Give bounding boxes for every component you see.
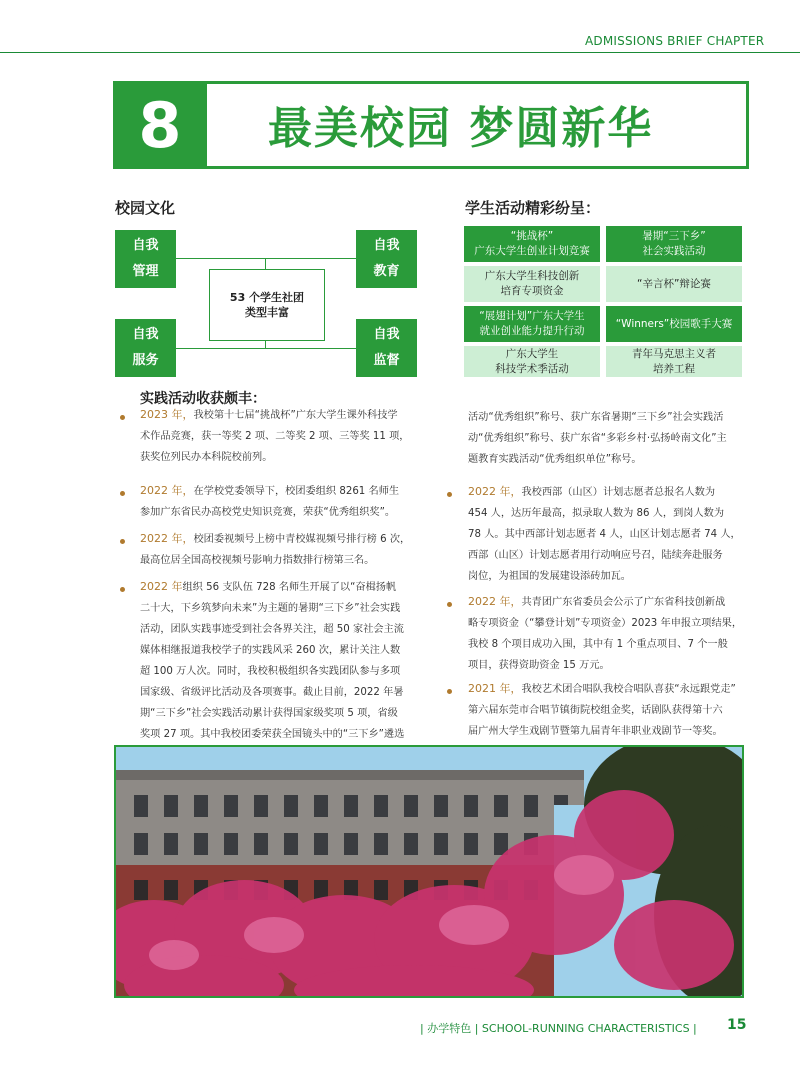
page-number: 15 <box>727 1017 747 1033</box>
item-text: 我校艺术团合唱队我校合唱队喜获“永远跟党走” <box>521 684 736 695</box>
activity-line: 就业创业能力提升行动 <box>479 325 585 337</box>
practice-item <box>140 576 422 745</box>
culture-box-line: 管理 <box>132 264 159 279</box>
connector-line <box>176 258 356 259</box>
item-text: 78 人。其中西部计划志愿者 4 人，山区计划志愿者 74 人， <box>468 529 741 540</box>
activity-line: “辛言杯”辩论赛 <box>637 277 711 290</box>
bullet-dot <box>120 491 125 496</box>
practice-heading: 实践活动收获颇丰： <box>140 391 266 407</box>
practice-continuation <box>468 407 746 470</box>
item-text: 我校第十七届“挑战杯”广东大学生课外科技学 <box>193 410 398 421</box>
activity-line: 培育专项资金 <box>500 285 564 297</box>
campus-photo-illustration <box>114 745 744 998</box>
item-text: 期“三下乡”社会实践活动累计获得国家级奖项 5 项，省级 <box>140 708 398 719</box>
activity-line: “Winners”校园歌手大赛 <box>615 317 733 330</box>
item-text: 活动“优秀组织”称号、获广东省暑期“三下乡”社会实践活 <box>468 412 724 423</box>
item-text: 国家级、省级评比活动及各项赛事。截止目前，2022 年暑 <box>140 687 404 698</box>
campus-photo <box>114 745 744 998</box>
activity-line: 广东大学生科技创新 <box>484 270 580 282</box>
item-text: 活动，团队实践事迹受到社会各界关注，超 50 家社会主流 <box>140 624 404 635</box>
culture-box-line: 监督 <box>373 353 400 368</box>
item-text: 岗位，为祖国的发展建设添砖加瓦。 <box>468 571 631 582</box>
practice-item <box>140 404 422 468</box>
activity-line: “挑战杯” <box>510 230 554 242</box>
activity-tile <box>606 306 742 342</box>
activity-tile <box>606 266 742 302</box>
item-text: 第六届东莞市合唱节镇街院校组金奖，话剧队获得第十六 <box>468 705 723 716</box>
item-text: 届广州大学生戏剧节暨第九届青年非职业戏剧节一等奖。 <box>468 726 723 737</box>
activity-line: 暑期“三下乡” <box>642 230 706 242</box>
bullet-dot <box>447 492 452 497</box>
culture-box-line: 教育 <box>373 264 400 279</box>
bullet-dot <box>447 689 452 694</box>
activity-tile <box>464 226 600 262</box>
item-year: 2021 年， <box>468 682 522 695</box>
item-year: 2022 年， <box>140 532 194 545</box>
item-text: 最高位居全国高校视频号影响力指数排行榜第三名。 <box>140 555 375 566</box>
item-text: 我校西部（山区）计划志愿者总报名人数为 <box>521 487 716 498</box>
activity-line: 青年马克思主义者 <box>632 347 716 360</box>
practice-item <box>468 481 746 587</box>
culture-heading: 校园文化 <box>115 199 176 217</box>
activity-line: “展翅计划”广东大学生 <box>479 310 585 322</box>
item-text: 共青团广东省委员会公示了广东省科技创新战 <box>521 597 726 608</box>
culture-box-serve <box>115 319 176 377</box>
activity-tile <box>606 346 742 377</box>
activity-tile <box>464 306 600 342</box>
item-year: 2022 年， <box>140 484 194 497</box>
connector-line <box>265 258 266 269</box>
chapter-label: ADMISSIONS BRIEF CHAPTER <box>585 34 765 48</box>
item-text: 西部（山区）计划志愿者用行动响应号召，陆续奔赴服务 <box>468 550 723 561</box>
item-text: 在学校党委领导下，校团委组织 8261 名师生 <box>193 486 400 497</box>
clubs-count: 53 个学生社团 <box>229 291 305 304</box>
item-text: 参加广东省民办高校党史知识竞赛，荣获“优秀组织奖”。 <box>140 507 396 518</box>
clubs-center-box <box>209 269 325 341</box>
activity-tile <box>464 266 600 302</box>
item-text: 获奖位列民办本科院校前列。 <box>140 452 273 463</box>
culture-box-educate <box>356 230 417 288</box>
bullet-dot <box>120 587 125 592</box>
practice-item <box>140 528 422 571</box>
item-text: 组织 56 支队伍 728 名师生开展了以“奋楫扬帆 <box>182 582 397 593</box>
culture-box-line: 自我 <box>132 327 159 342</box>
activity-line: 培养工程 <box>653 362 695 375</box>
culture-box-manage <box>115 230 176 288</box>
item-year: 2022 年， <box>468 485 522 498</box>
activity-line: 广东大学生创业计划竞赛 <box>474 245 590 257</box>
activity-line: 广东大学生 <box>505 347 559 360</box>
item-text: 项目，获得资助资金 15 万元。 <box>468 660 610 671</box>
item-text: 校团委视频号上榜中青校媒视频号排行榜 6 次， <box>193 534 411 545</box>
item-year: 2023 年， <box>140 408 194 421</box>
connector-line <box>176 348 356 349</box>
item-text: 超 100 万人次。同时，我校积极组织各实践团队参与多项 <box>140 666 401 677</box>
footer-section-label: | 办学特色 | SCHOOL-RUNNING CHARACTERISTICS | <box>420 1022 697 1035</box>
item-text: 我校 8 个项目成功入围，其中有 1 个重点项目、7 个一般 <box>468 639 728 650</box>
activity-tile <box>464 346 600 377</box>
culture-box-line: 自我 <box>132 238 159 253</box>
culture-box-line: 自我 <box>373 327 400 342</box>
activity-line: 社会实践活动 <box>642 245 706 257</box>
chapter-number: 8 <box>113 81 207 169</box>
activities-heading: 学生活动精彩纷呈： <box>465 199 601 217</box>
bullet-dot <box>447 602 452 607</box>
item-text: 术作品竞赛，获一等奖 2 项、二等奖 2 项、三等奖 11 项， <box>140 431 410 442</box>
item-year: 2022 年， <box>468 595 522 608</box>
practice-item <box>468 591 746 676</box>
clubs-desc: 类型丰富 <box>245 306 289 319</box>
culture-box-line: 服务 <box>132 353 159 368</box>
item-year: 2022 年 <box>140 580 183 593</box>
practice-item <box>140 480 422 523</box>
item-text: 略专项资金（“攀登计划”专项资金）2023 年申报立项结果， <box>468 618 743 629</box>
bullet-dot <box>120 539 125 544</box>
culture-box-line: 自我 <box>373 238 400 253</box>
bullet-dot <box>120 415 125 420</box>
culture-box-supervise <box>356 319 417 377</box>
item-text: 题教育实践活动“优秀组织单位”称号。 <box>468 454 642 465</box>
item-text: 奖项 27 项。其中我校团委荣获全国镜头中的“三下乡”遴选 <box>140 729 405 740</box>
practice-item <box>468 678 746 742</box>
header-divider <box>0 52 800 53</box>
item-text: 媒体相继报道我校学子的实践风采 260 次，累计关注人数 <box>140 645 401 656</box>
item-text: 二十大，下乡筑梦向未来”为主题的暑期“三下乡”社会实践 <box>140 603 401 614</box>
activity-tile <box>606 226 742 262</box>
item-text: 454 人，达历年最高，拟录取人数为 86 人，到岗人数为 <box>468 508 725 519</box>
activity-line: 科技学术季活动 <box>495 362 569 375</box>
item-text: 动“优秀组织”称号、获广东省“多彩乡村·弘扬岭南文化”主 <box>468 433 727 444</box>
page-title: 最美校园 梦圆新华 <box>268 103 654 154</box>
